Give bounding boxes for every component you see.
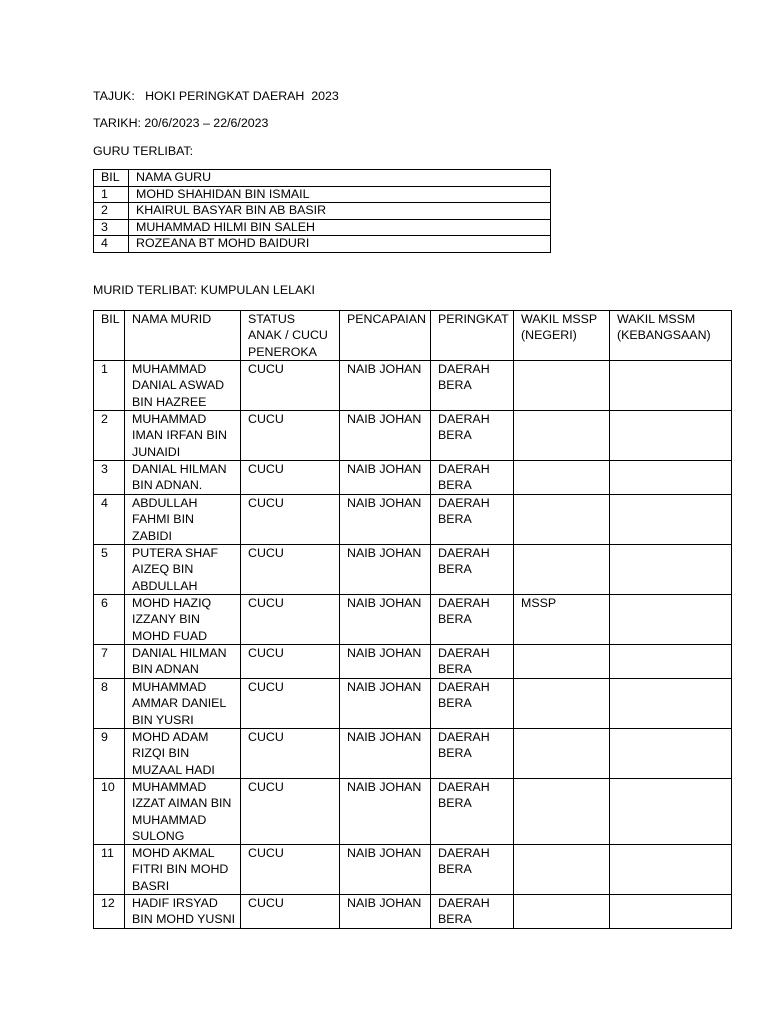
student-status: CUCU	[241, 729, 340, 779]
student-peringkat: DAERAH BERA	[431, 779, 514, 845]
table-row	[94, 545, 732, 595]
student-bil: 9	[94, 729, 125, 779]
student-peringkat: DAERAH BERA	[431, 895, 514, 929]
student-wakil-mssp	[514, 461, 610, 495]
student-wakil-mssp	[514, 495, 610, 545]
student-wakil-mssp	[514, 679, 610, 729]
student-bil: 8	[94, 679, 125, 729]
student-status: CUCU	[241, 411, 340, 461]
student-bil: 7	[94, 645, 125, 679]
student-peringkat: DAERAH BERA	[431, 679, 514, 729]
student-name: MUHAMMAD IMAN IRFAN BIN JUNAIDI	[125, 411, 241, 461]
student-peringkat: DAERAH BERA	[431, 845, 514, 895]
col-header-nama-murid: NAMA MURID	[125, 311, 241, 361]
teacher-name: KHAIRUL BASYAR BIN AB BASIR	[129, 203, 551, 220]
student-pencapaian: NAIB JOHAN	[340, 679, 431, 729]
student-bil: 3	[94, 461, 125, 495]
table-row	[94, 495, 732, 545]
table-row	[94, 461, 732, 495]
student-bil: 5	[94, 545, 125, 595]
teacher-bil: 3	[94, 219, 129, 236]
student-wakil-mssp	[514, 411, 610, 461]
student-pencapaian: NAIB JOHAN	[340, 729, 431, 779]
student-name: DANIAL HILMAN BIN ADNAN	[125, 645, 241, 679]
student-status: CUCU	[241, 495, 340, 545]
student-status: CUCU	[241, 595, 340, 645]
table-row	[94, 361, 732, 411]
student-name: MOHD AKMAL FITRI BIN MOHD BASRI	[125, 845, 241, 895]
teachers-heading: GURU TERLIBAT:	[93, 144, 194, 158]
student-bil: 11	[94, 845, 125, 895]
student-peringkat: DAERAH BERA	[431, 545, 514, 595]
col-header-pencapaian: PENCAPAIAN	[340, 311, 431, 361]
student-bil: 6	[94, 595, 125, 645]
col-header-bil: BIL	[94, 170, 129, 187]
table-row	[94, 219, 551, 236]
table-row	[94, 729, 732, 779]
student-wakil-mssp	[514, 895, 610, 929]
teacher-bil: 1	[94, 186, 129, 203]
table-row	[94, 236, 551, 253]
student-status: CUCU	[241, 845, 340, 895]
teachers-table	[93, 169, 551, 253]
student-status: CUCU	[241, 779, 340, 845]
student-wakil-mssp	[514, 645, 610, 679]
student-wakil-mssp	[514, 845, 610, 895]
student-pencapaian: NAIB JOHAN	[340, 495, 431, 545]
col-header-status: STATUS ANAK / CUCU PENEROKA	[241, 311, 340, 361]
student-pencapaian: NAIB JOHAN	[340, 545, 431, 595]
student-wakil-mssm	[610, 595, 732, 645]
student-name: MUHAMMAD AMMAR DANIEL BIN YUSRI	[125, 679, 241, 729]
student-status: CUCU	[241, 461, 340, 495]
col-header-peringkat: PERINGKAT	[431, 311, 514, 361]
student-peringkat: DAERAH BERA	[431, 595, 514, 645]
student-bil: 1	[94, 361, 125, 411]
student-name: MUHAMMAD DANIAL ASWAD BIN HAZREE	[125, 361, 241, 411]
table-row	[94, 186, 551, 203]
student-wakil-mssm	[610, 845, 732, 895]
student-pencapaian: NAIB JOHAN	[340, 411, 431, 461]
col-header-bil: BIL	[94, 311, 125, 361]
student-wakil-mssm	[610, 679, 732, 729]
student-status: CUCU	[241, 545, 340, 595]
student-name: MOHD HAZIQ IZZANY BIN MOHD FUAD	[125, 595, 241, 645]
table-row	[94, 595, 732, 645]
teachers-header-row	[94, 170, 551, 187]
title-line: TAJUK: HOKI PERINGKAT DAERAH 2023	[93, 89, 339, 103]
student-pencapaian: NAIB JOHAN	[340, 845, 431, 895]
student-peringkat: DAERAH BERA	[431, 361, 514, 411]
teacher-bil: 4	[94, 236, 129, 253]
student-wakil-mssp: MSSP	[514, 595, 610, 645]
student-status: CUCU	[241, 361, 340, 411]
table-row	[94, 203, 551, 220]
student-wakil-mssm	[610, 545, 732, 595]
col-header-wakil-mssm: WAKIL MSSM (KEBANGSAAN)	[610, 311, 732, 361]
table-row	[94, 845, 732, 895]
student-name: MUHAMMAD IZZAT AIMAN BIN MUHAMMAD SULONG	[125, 779, 241, 845]
student-pencapaian: NAIB JOHAN	[340, 645, 431, 679]
student-peringkat: DAERAH BERA	[431, 495, 514, 545]
table-row	[94, 645, 732, 679]
date-line: TARIKH: 20/6/2023 – 22/6/2023	[93, 116, 269, 130]
student-name: ABDULLAH FAHMI BIN ZABIDI	[125, 495, 241, 545]
student-status: CUCU	[241, 679, 340, 729]
student-pencapaian: NAIB JOHAN	[340, 595, 431, 645]
student-wakil-mssm	[610, 645, 732, 679]
table-row	[94, 895, 732, 929]
student-peringkat: DAERAH BERA	[431, 461, 514, 495]
student-bil: 4	[94, 495, 125, 545]
student-bil: 2	[94, 411, 125, 461]
student-name: HADIF IRSYAD BIN MOHD YUSNI	[125, 895, 241, 929]
student-peringkat: DAERAH BERA	[431, 645, 514, 679]
student-status: CUCU	[241, 895, 340, 929]
students-heading: MURID TERLIBAT: KUMPULAN LELAKI	[93, 283, 315, 297]
teacher-name: MOHD SHAHIDAN BIN ISMAIL	[129, 186, 551, 203]
student-wakil-mssp	[514, 779, 610, 845]
student-peringkat: DAERAH BERA	[431, 411, 514, 461]
student-wakil-mssm	[610, 895, 732, 929]
student-wakil-mssm	[610, 779, 732, 845]
student-peringkat: DAERAH BERA	[431, 729, 514, 779]
student-wakil-mssp	[514, 729, 610, 779]
table-row	[94, 679, 732, 729]
student-wakil-mssm	[610, 411, 732, 461]
col-header-nama-guru: NAMA GURU	[129, 170, 551, 187]
student-name: MOHD ADAM RIZQI BIN MUZAAL HADI	[125, 729, 241, 779]
student-wakil-mssp	[514, 545, 610, 595]
student-wakil-mssp	[514, 361, 610, 411]
student-pencapaian: NAIB JOHAN	[340, 779, 431, 845]
teacher-name: MUHAMMAD HILMI BIN SALEH	[129, 219, 551, 236]
student-pencapaian: NAIB JOHAN	[340, 461, 431, 495]
students-table	[93, 310, 732, 929]
col-header-wakil-mssp: WAKIL MSSP (NEGERI)	[514, 311, 610, 361]
student-status: CUCU	[241, 645, 340, 679]
table-row	[94, 779, 732, 845]
student-name: DANIAL HILMAN BIN ADNAN.	[125, 461, 241, 495]
student-wakil-mssm	[610, 461, 732, 495]
student-bil: 10	[94, 779, 125, 845]
student-pencapaian: NAIB JOHAN	[340, 895, 431, 929]
student-wakil-mssm	[610, 495, 732, 545]
student-name: PUTERA SHAF AIZEQ BIN ABDULLAH	[125, 545, 241, 595]
student-wakil-mssm	[610, 729, 732, 779]
student-wakil-mssm	[610, 361, 732, 411]
table-row	[94, 411, 732, 461]
teacher-name: ROZEANA BT MOHD BAIDURI	[129, 236, 551, 253]
student-pencapaian: NAIB JOHAN	[340, 361, 431, 411]
students-header-row	[94, 311, 732, 361]
teacher-bil: 2	[94, 203, 129, 220]
student-bil: 12	[94, 895, 125, 929]
